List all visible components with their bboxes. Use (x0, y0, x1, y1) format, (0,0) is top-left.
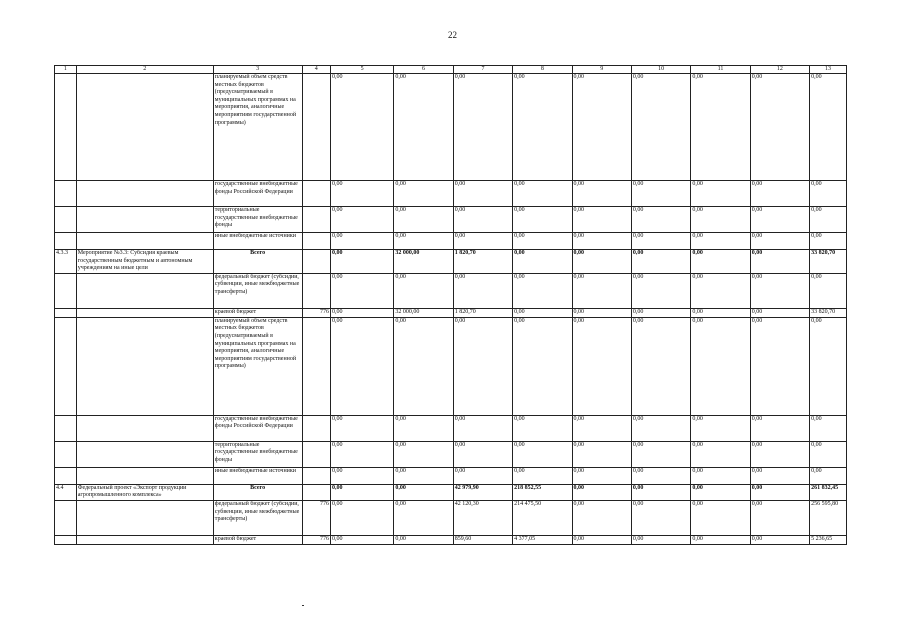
column-number-header-row (55, 66, 847, 74)
row-name-cell: Мероприятие №3.3: Субсидия краевым государственным бюджетным и автономным учреждениям на иные цели (76, 250, 213, 274)
column-header: 7 (453, 66, 512, 74)
value-cell: 0,00 (572, 74, 631, 181)
column-header: 13 (810, 66, 847, 74)
budget-code-cell (302, 467, 331, 484)
row-number-cell (55, 273, 77, 308)
value-cell: 0,00 (572, 441, 631, 467)
value-cell: 0,00 (513, 250, 572, 274)
value-cell: 0,00 (331, 535, 394, 544)
value-cell: 0,00 (691, 273, 750, 308)
value-cell: 0,00 (453, 273, 512, 308)
value-cell: 256 595,80 (810, 500, 847, 535)
value-cell: 0,00 (810, 233, 847, 250)
value-cell: 0,00 (750, 484, 809, 500)
funding-source-cell: государственные внебюджетные фонды Российской Федерации (213, 415, 302, 441)
value-cell: 0,00 (750, 181, 809, 207)
value-cell: 0,00 (810, 181, 847, 207)
row-number-cell (55, 441, 77, 467)
value-cell: 0,00 (691, 441, 750, 467)
value-cell: 0,00 (572, 415, 631, 441)
budget-code-cell (302, 250, 331, 274)
value-cell: 0,00 (513, 317, 572, 415)
row-number-cell (55, 308, 77, 317)
row-name-cell (76, 207, 213, 233)
value-cell: 0,00 (691, 181, 750, 207)
value-cell: 0,00 (691, 317, 750, 415)
value-cell: 32 000,00 (394, 250, 453, 274)
page-number: 22 (448, 30, 457, 40)
column-header: 12 (750, 66, 809, 74)
funding-source-cell: Всего (213, 250, 302, 274)
budget-code-cell (302, 74, 331, 181)
value-cell: 0,00 (810, 441, 847, 467)
value-cell: 0,00 (513, 415, 572, 441)
value-cell: 0,00 (331, 308, 394, 317)
value-cell: 0,00 (513, 233, 572, 250)
value-cell: 0,00 (810, 317, 847, 415)
value-cell: 0,00 (691, 535, 750, 544)
row-number-cell (55, 207, 77, 233)
value-cell: 0,00 (572, 308, 631, 317)
value-cell: 0,00 (513, 74, 572, 181)
value-cell: 0,00 (810, 207, 847, 233)
funding-source-cell: территориальные государственные внебюджетные фонды (213, 207, 302, 233)
value-cell: 0,00 (691, 233, 750, 250)
table-row (55, 207, 847, 233)
funding-source-cell: планируемый объем средств местных бюджетов (предусматриваемый в муниципальных программах на мероприятия, аналогичные мероприятиям государственной программы) (213, 74, 302, 181)
value-cell: 0,00 (453, 181, 512, 207)
value-cell: 0,00 (331, 467, 394, 484)
value-cell: 0,00 (631, 273, 690, 308)
value-cell: 0,00 (453, 441, 512, 467)
value-cell: 218 852,55 (513, 484, 572, 500)
table-row (55, 273, 847, 308)
value-cell: 0,00 (513, 441, 572, 467)
value-cell: 0,00 (453, 415, 512, 441)
value-cell: 0,00 (750, 250, 809, 274)
value-cell: 0,00 (572, 273, 631, 308)
value-cell: 0,00 (453, 74, 512, 181)
value-cell: 0,00 (572, 500, 631, 535)
table-row (55, 250, 847, 274)
budget-table (54, 65, 847, 545)
value-cell: 42 120,30 (453, 500, 512, 535)
value-cell: 0,00 (691, 207, 750, 233)
value-cell: 0,00 (750, 317, 809, 415)
value-cell: 0,00 (631, 308, 690, 317)
value-cell: 0,00 (810, 467, 847, 484)
row-name-cell (76, 233, 213, 250)
value-cell: 0,00 (453, 207, 512, 233)
value-cell: 0,00 (513, 273, 572, 308)
value-cell: 0,00 (572, 484, 631, 500)
value-cell: 1 820,70 (453, 308, 512, 317)
value-cell: 5 236,65 (810, 535, 847, 544)
value-cell: 0,00 (394, 500, 453, 535)
row-name-cell (76, 535, 213, 544)
value-cell: 0,00 (691, 308, 750, 317)
budget-code-cell: 776 (302, 500, 331, 535)
column-header: 2 (76, 66, 213, 74)
row-number-cell (55, 74, 77, 181)
value-cell: 1 820,70 (453, 250, 512, 274)
value-cell: 0,00 (631, 317, 690, 415)
table-row (55, 500, 847, 535)
value-cell: 0,00 (691, 250, 750, 274)
budget-code-cell (302, 273, 331, 308)
table-row (55, 308, 847, 317)
budget-code-cell (302, 415, 331, 441)
value-cell: 0,00 (331, 415, 394, 441)
funding-source-cell: государственные внебюджетные фонды Российской Федерации (213, 181, 302, 207)
row-number-cell (55, 500, 77, 535)
value-cell: 32 000,00 (394, 308, 453, 317)
value-cell: 0,00 (750, 500, 809, 535)
value-cell: 0,00 (394, 273, 453, 308)
value-cell: 0,00 (750, 74, 809, 181)
stray-mark (302, 605, 304, 606)
value-cell: 0,00 (394, 317, 453, 415)
table-row (55, 74, 847, 181)
value-cell: 0,00 (331, 484, 394, 500)
funding-source-cell: краевой бюджет (213, 308, 302, 317)
row-name-cell (76, 181, 213, 207)
table-row (55, 317, 847, 415)
row-name-cell (76, 500, 213, 535)
budget-code-cell (302, 441, 331, 467)
value-cell: 0,00 (631, 250, 690, 274)
value-cell: 0,00 (394, 207, 453, 233)
value-cell: 0,00 (750, 233, 809, 250)
budget-code-cell (302, 207, 331, 233)
value-cell: 0,00 (513, 181, 572, 207)
value-cell: 0,00 (513, 207, 572, 233)
value-cell: 0,00 (750, 273, 809, 308)
table-row (55, 535, 847, 544)
column-header: 3 (213, 66, 302, 74)
column-header: 11 (691, 66, 750, 74)
column-header: 5 (331, 66, 394, 74)
value-cell: 0,00 (331, 233, 394, 250)
value-cell: 0,00 (631, 535, 690, 544)
row-number-cell: 4.3.3 (55, 250, 77, 274)
row-name-cell (76, 317, 213, 415)
value-cell: 0,00 (572, 467, 631, 484)
row-number-cell (55, 317, 77, 415)
funding-source-cell: краевой бюджет (213, 535, 302, 544)
value-cell: 33 820,70 (810, 250, 847, 274)
row-name-cell (76, 441, 213, 467)
row-number-cell (55, 181, 77, 207)
table-row (55, 415, 847, 441)
value-cell: 0,00 (331, 207, 394, 233)
value-cell: 214 475,50 (513, 500, 572, 535)
row-number-cell: 4.4 (55, 484, 77, 500)
value-cell: 0,00 (750, 207, 809, 233)
value-cell: 0,00 (631, 207, 690, 233)
row-number-cell (55, 415, 77, 441)
row-name-cell (76, 467, 213, 484)
funding-source-cell: Всего (213, 484, 302, 500)
value-cell: 0,00 (750, 467, 809, 484)
value-cell: 0,00 (331, 74, 394, 181)
value-cell: 0,00 (394, 535, 453, 544)
funding-source-cell: федеральный бюджет (субсидии, субвенции, иные межбюджетные трансферты) (213, 500, 302, 535)
funding-source-cell: иные внебюджетные источники (213, 233, 302, 250)
value-cell: 0,00 (572, 535, 631, 544)
value-cell: 0,00 (453, 317, 512, 415)
value-cell: 0,00 (691, 74, 750, 181)
row-name-cell (76, 415, 213, 441)
table-row (55, 181, 847, 207)
value-cell: 0,00 (631, 484, 690, 500)
value-cell: 0,00 (631, 233, 690, 250)
column-header: 8 (513, 66, 572, 74)
value-cell: 0,00 (513, 467, 572, 484)
value-cell: 0,00 (810, 74, 847, 181)
row-name-cell: Федеральный проект «Экспорт продукции агропромышленного комплекса» (76, 484, 213, 500)
funding-source-cell: иные внебюджетные источники (213, 467, 302, 484)
value-cell: 4 377,05 (513, 535, 572, 544)
column-header: 1 (55, 66, 77, 74)
value-cell: 0,00 (394, 233, 453, 250)
value-cell: 0,00 (631, 441, 690, 467)
budget-code-cell (302, 181, 331, 207)
value-cell: 0,00 (691, 415, 750, 441)
value-cell: 0,00 (572, 207, 631, 233)
value-cell: 0,00 (453, 467, 512, 484)
value-cell: 0,00 (331, 181, 394, 207)
budget-code-cell: 776 (302, 308, 331, 317)
value-cell: 0,00 (750, 441, 809, 467)
value-cell: 0,00 (394, 467, 453, 484)
row-name-cell (76, 308, 213, 317)
budget-code-cell (302, 484, 331, 500)
value-cell: 0,00 (394, 74, 453, 181)
value-cell: 0,00 (572, 250, 631, 274)
value-cell: 0,00 (691, 500, 750, 535)
value-cell: 42 979,90 (453, 484, 512, 500)
value-cell: 0,00 (331, 441, 394, 467)
value-cell: 0,00 (750, 308, 809, 317)
value-cell: 0,00 (631, 74, 690, 181)
table-row (55, 484, 847, 500)
column-header: 10 (631, 66, 690, 74)
value-cell: 0,00 (572, 317, 631, 415)
value-cell: 0,00 (331, 500, 394, 535)
value-cell: 859,60 (453, 535, 512, 544)
value-cell: 0,00 (572, 181, 631, 207)
row-number-cell (55, 535, 77, 544)
funding-source-cell: территориальные государственные внебюджетные фонды (213, 441, 302, 467)
value-cell: 33 820,70 (810, 308, 847, 317)
value-cell: 0,00 (513, 308, 572, 317)
column-header: 9 (572, 66, 631, 74)
value-cell: 0,00 (331, 317, 394, 415)
value-cell: 0,00 (394, 181, 453, 207)
row-number-cell (55, 467, 77, 484)
value-cell: 0,00 (631, 181, 690, 207)
value-cell: 0,00 (394, 415, 453, 441)
value-cell: 0,00 (750, 415, 809, 441)
table-row (55, 441, 847, 467)
value-cell: 0,00 (810, 415, 847, 441)
row-name-cell (76, 273, 213, 308)
row-number-cell (55, 233, 77, 250)
value-cell: 261 832,45 (810, 484, 847, 500)
funding-source-cell: федеральный бюджет (субсидии, субвенции, иные межбюджетные трансферты) (213, 273, 302, 308)
budget-code-cell: 776 (302, 535, 331, 544)
value-cell: 0,00 (810, 273, 847, 308)
funding-source-cell: планируемый объем средств местных бюджетов (предусматриваемый в муниципальных программах на мероприятия, аналогичные мероприятиям государственной программы) (213, 317, 302, 415)
budget-code-cell (302, 317, 331, 415)
column-header: 6 (394, 66, 453, 74)
value-cell: 0,00 (631, 467, 690, 484)
value-cell: 0,00 (394, 441, 453, 467)
value-cell: 0,00 (750, 535, 809, 544)
column-header: 4 (302, 66, 331, 74)
value-cell: 0,00 (691, 467, 750, 484)
value-cell: 0,00 (453, 233, 512, 250)
value-cell: 0,00 (331, 273, 394, 308)
table-row (55, 467, 847, 484)
row-name-cell (76, 74, 213, 181)
value-cell: 0,00 (631, 415, 690, 441)
value-cell: 0,00 (691, 484, 750, 500)
value-cell: 0,00 (331, 250, 394, 274)
budget-code-cell (302, 233, 331, 250)
value-cell: 0,00 (572, 233, 631, 250)
table-row (55, 233, 847, 250)
value-cell: 0,00 (394, 484, 453, 500)
value-cell: 0,00 (631, 500, 690, 535)
